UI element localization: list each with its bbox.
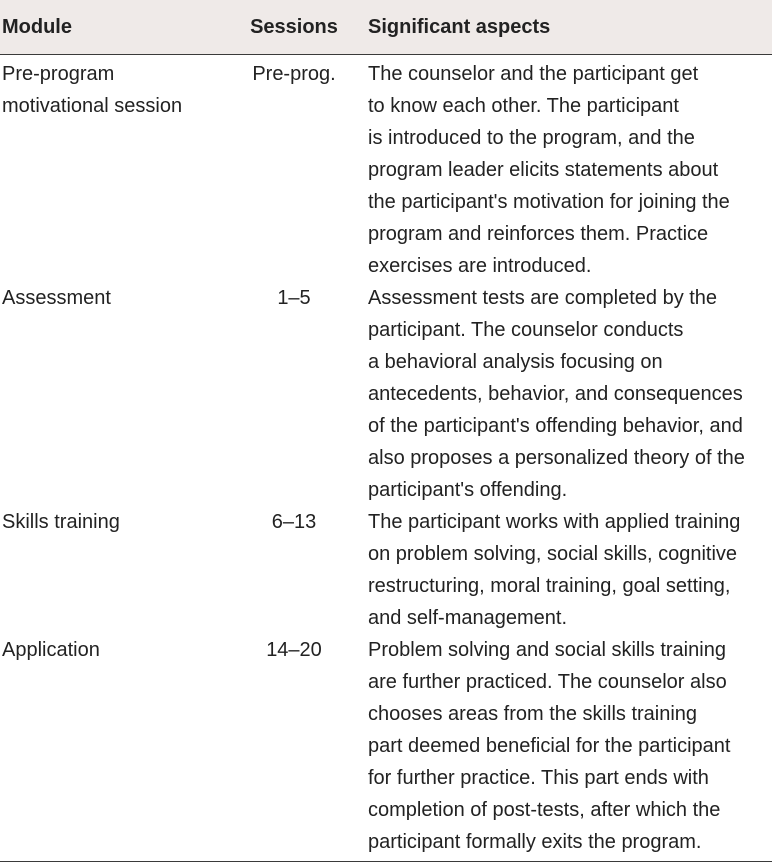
module-line: motivational session: [2, 95, 183, 117]
aspect-line: completion of post-tests, after which the: [368, 799, 721, 821]
aspect-line: the participant's motivation for joining the: [368, 191, 730, 213]
aspect-line: of the participant's offending behavior, and: [368, 415, 743, 437]
table-row-pre-program: [0, 55, 772, 283]
aspect-line: The participant works with applied training: [368, 511, 741, 533]
aspect-line: are further practiced. The counselor also: [368, 671, 727, 693]
cell-sessions: 6–13: [271, 511, 317, 533]
aspect-line: exercises are introduced.: [368, 255, 592, 277]
module-line: Pre-program: [2, 63, 115, 85]
header-sessions: Sessions: [222, 0, 366, 55]
table-row-application: [0, 634, 772, 862]
cell-sessions: Pre-prog.: [252, 63, 336, 85]
cell-sessions: 14–20: [222, 634, 366, 862]
module-line: Skills training: [2, 511, 120, 533]
cell-aspects: [366, 282, 772, 506]
aspect-line: participant formally exits the program.: [368, 831, 702, 853]
aspect-line: Assessment tests are completed by the: [368, 287, 718, 309]
header-row: [0, 0, 772, 55]
cell-module: [0, 634, 222, 862]
aspect-line: chooses areas from the skills training: [368, 703, 698, 725]
aspect-line: The counselor and the participant get: [368, 63, 699, 85]
aspect-line: a behavioral analysis focusing on: [368, 351, 663, 373]
aspect-line: program leader elicits statements about: [368, 159, 719, 181]
header-significant-aspects: Significant aspects: [366, 0, 772, 55]
aspect-line: participant's offending.: [368, 479, 568, 501]
aspect-line: program and reinforces them. Practice: [368, 223, 709, 245]
aspect-line: for further practice. This part ends with: [368, 767, 709, 789]
aspect-line: part deemed beneficial for the participant: [368, 735, 731, 757]
table-row-assessment: [0, 282, 772, 506]
cell-aspects: [366, 506, 772, 634]
module-line: Assessment: [2, 287, 111, 309]
cell-module: [0, 55, 222, 283]
cell-sessions: 1–5: [277, 287, 311, 309]
aspect-line: restructuring, moral training, goal setting,: [368, 575, 731, 597]
table-row-skills-training: [0, 506, 772, 634]
cell-aspects: [366, 634, 772, 862]
aspect-line: on problem solving, social skills, cognitive: [368, 543, 738, 565]
aspect-line: participant. The counselor conducts: [368, 319, 684, 341]
module-line: Application: [2, 639, 100, 661]
aspect-line: also proposes a personalized theory of the: [368, 447, 745, 469]
aspect-line: is introduced to the program, and the: [368, 127, 695, 149]
table-header: [0, 0, 772, 55]
cell-aspects: [366, 55, 772, 283]
table-body: [0, 55, 772, 862]
aspect-line: and self-management.: [368, 607, 568, 629]
aspect-line: to know each other. The participant: [368, 95, 679, 117]
header-module: Module: [0, 0, 222, 55]
cell-module: [0, 282, 222, 506]
aspect-line: Problem solving and social skills training: [368, 639, 726, 661]
cell-module: [0, 506, 222, 634]
aspect-line: antecedents, behavior, and consequences: [368, 383, 743, 405]
